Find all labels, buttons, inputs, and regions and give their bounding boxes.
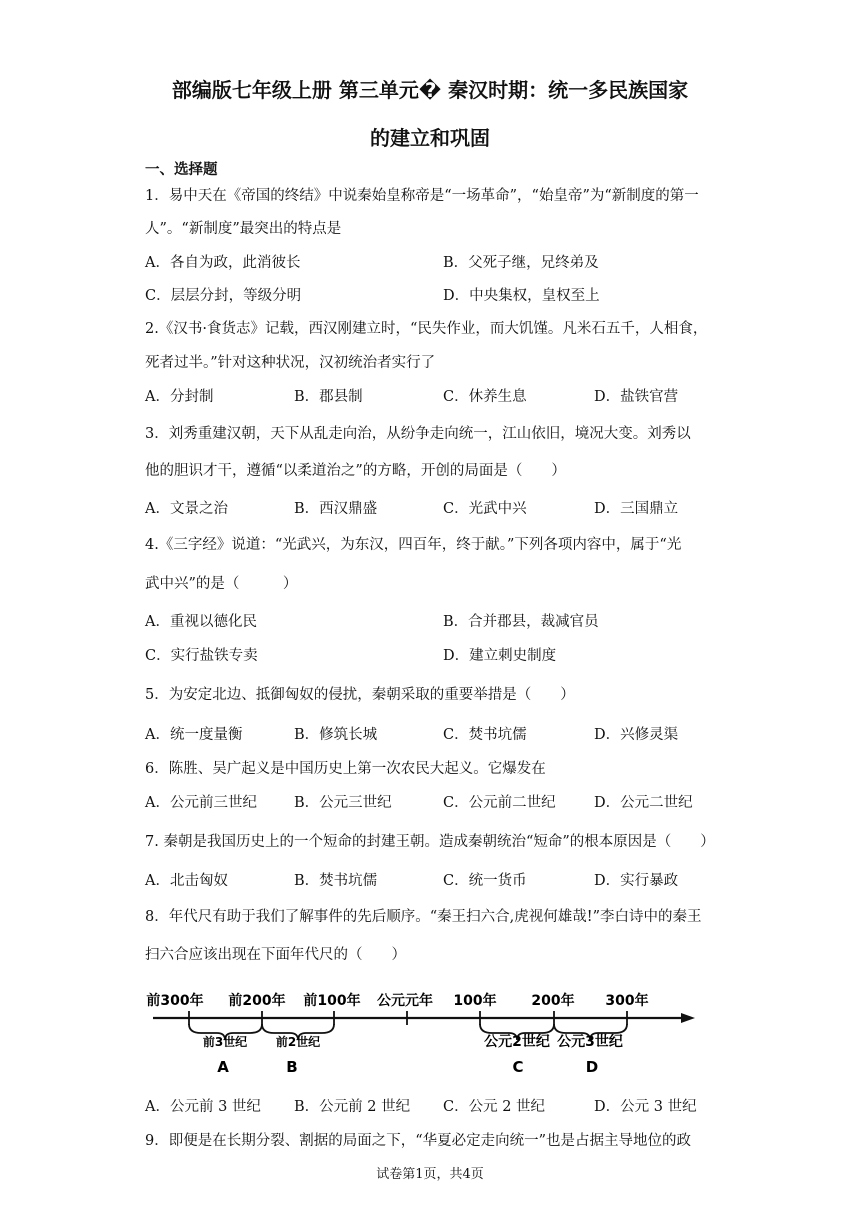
question-5-option-c: C．焚书坑儒: [443, 727, 527, 743]
question-8-option-a: A．公元前 3 世纪: [145, 1099, 261, 1115]
question-7-stem: 7. 秦朝是我国历史上的一个短命的封建王朝。造成秦朝统治“短命”的根本原因是（ ）: [145, 834, 715, 850]
question-2-option-d: D．盐铁官营: [594, 389, 679, 405]
question-8-option-c: C．公元 2 世纪: [443, 1099, 546, 1115]
question-3-option-c: C．光武中兴: [443, 501, 527, 517]
question-9-stem-line-1: 9．即便是在长期分裂、割据的局面之下，“华夏必定走向统一”也是占据主导地位的政: [145, 1133, 692, 1149]
timeline-tick-label: 200年: [531, 993, 575, 1009]
question-3-stem-line-2: 他的胆识才干，遵循“以柔道治之”的方略，开创的局面是（ ）: [145, 463, 566, 479]
question-8-stem-line-2: 扫六合应该出现在下面年代尺的（ ）: [145, 947, 406, 963]
question-2-stem-line-2: 死者过半。”针对这种状况，汉初统治者实行了: [145, 355, 436, 371]
question-5-option-b: B．修筑长城: [294, 727, 378, 743]
question-4-stem-line-1: 4.《三字经》说道：“光武兴，为东汉，四百年，终于献。”下列各项内容中，属于“光: [145, 537, 682, 553]
timeline-tick-label: 前100年: [303, 993, 361, 1009]
question-7-option-d: D．实行暴政: [594, 873, 679, 889]
question-4-option-b: B．合并郡县，裁减官员: [443, 614, 599, 630]
question-1-option-a: A．各自为政，此消彼长: [145, 255, 301, 271]
question-7-option-b: B．焚书坑儒: [294, 873, 378, 889]
timeline-letter: B: [286, 1058, 298, 1076]
section-heading: 一、选择题: [145, 162, 218, 178]
question-8-option-b: B．公元前 2 世纪: [294, 1099, 411, 1115]
question-4-option-a: A．重视以德化民: [145, 614, 257, 630]
timeline-tick-label: 公元元年: [377, 993, 433, 1009]
timeline-brace-label: 前2世纪: [275, 1035, 321, 1049]
question-5-option-a: A．统一度量衡: [145, 727, 243, 743]
question-2-option-a: A．分封制: [145, 389, 214, 405]
timeline-tick-label: 前200年: [228, 993, 286, 1009]
question-7-option-a: A．北击匈奴: [145, 873, 228, 889]
question-7-option-c: C．统一货币: [443, 873, 527, 889]
question-1-option-b: B．父死子继，兄终弟及: [443, 255, 599, 271]
document-title-line-2: 的建立和巩固: [370, 126, 490, 150]
timeline-letter: C: [512, 1058, 524, 1076]
question-6-option-c: C．公元前二世纪: [443, 795, 556, 811]
question-4-option-c: C．实行盐铁专卖: [145, 648, 258, 664]
question-4-stem-line-2: 武中兴”的是（ ）: [145, 576, 298, 592]
question-8-option-d: D．公元 3 世纪: [594, 1099, 697, 1115]
question-4-option-d: D．建立刺史制度: [443, 648, 557, 664]
question-6-option-b: B．公元三世纪: [294, 795, 392, 811]
timeline-letter: A: [217, 1058, 229, 1076]
question-6-stem: 6．陈胜、吴广起义是中国历史上第一次农民大起义。它爆发在: [145, 761, 546, 777]
question-2-stem-line-1: 2.《汉书·食货志》记载，西汉刚建立时，“民失作业，而大饥馑。凡米石五千，人相食，: [145, 321, 708, 337]
timeline-letter: D: [585, 1058, 599, 1076]
question-3-option-a: A．文景之治: [145, 501, 228, 517]
question-6-option-a: A．公元前三世纪: [145, 795, 257, 811]
timeline-tick-label: 前300年: [146, 993, 204, 1009]
question-1-option-d: D．中央集权，皇权至上: [443, 288, 600, 304]
timeline-figure: [145, 980, 705, 1085]
question-3-option-b: B．西汉鼎盛: [294, 501, 378, 517]
question-5-option-d: D．兴修灵渠: [594, 727, 679, 743]
question-5-stem: 5．为安定北边、抵御匈奴的侵扰，秦朝采取的重要举措是（ ）: [145, 687, 575, 703]
timeline-brace-label: 前3世纪: [202, 1035, 248, 1049]
question-3-option-d: D．三国鼎立: [594, 501, 679, 517]
question-2-option-b: B．郡县制: [294, 389, 363, 405]
question-6-option-d: D．公元二世纪: [594, 795, 693, 811]
timeline-arrow-icon: [681, 1013, 695, 1023]
question-1-stem-line-2: 人”。“新制度”最突出的特点是: [145, 221, 342, 237]
question-1-option-c: C．层层分封，等级分明: [145, 288, 302, 304]
question-3-stem-line-1: 3．刘秀重建汉朝，天下从乱走向治，从纷争走向统一，江山依旧，境况大变。刘秀以: [145, 426, 691, 442]
timeline-brace-label: 公元2世纪: [484, 1034, 550, 1050]
document-title-line-1: 部编版七年级上册 第三单元� 秦汉时期：统一多民族国家: [171, 78, 689, 102]
timeline-tick-label: 300年: [605, 993, 649, 1009]
question-8-stem-line-1: 8．年代尺有助于我们了解事件的先后顺序。“秦王扫六合,虎视何雄哉!”李白诗中的秦王: [145, 909, 702, 925]
question-1-stem-line-1: 1．易中天在《帝国的终结》中说秦始皇称帝是“一场革命”，“始皇帝”为“新制度的第一: [145, 188, 699, 204]
timeline-brace-label: 公元3世纪: [557, 1034, 623, 1050]
page-footer: 试卷第1页，共4页: [376, 1167, 484, 1182]
timeline-tick-label: 100年: [453, 993, 497, 1009]
question-2-option-c: C．休养生息: [443, 389, 527, 405]
